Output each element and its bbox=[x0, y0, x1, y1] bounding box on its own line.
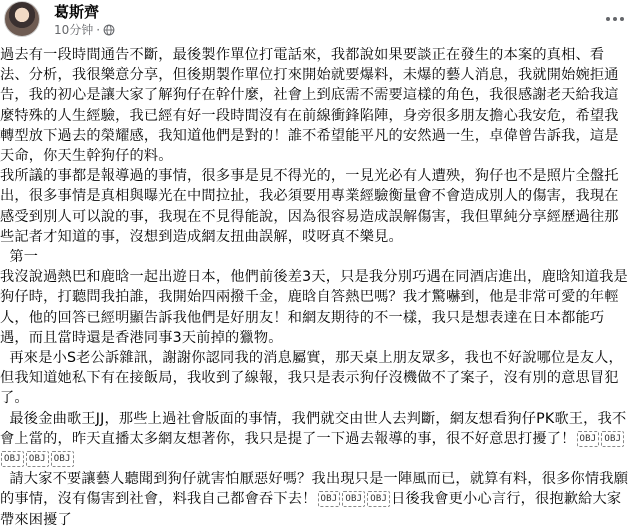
paragraph-4: 我沒說過熱巴和鹿晗一起出遊日本，他們前後差3天，只是我分別巧遇在同酒店進出，鹿晗知道我是狗仔時，打聽問我拍誰，我開始四兩撥千金，鹿晗自答熱巴嗎？我才驚嚇到，他是非常可愛的年輕人，他的回答已經明顯告訴我他們是好朋友！和網友期待的不一樣，我只是想表達在日本都能巧遇，而且當時還是香港同事3天前掉的獵物。 bbox=[0, 269, 628, 346]
post-timestamp[interactable]: 10分钟 bbox=[54, 23, 94, 37]
emoji-placeholder: OBJ bbox=[1, 451, 24, 467]
avatar[interactable] bbox=[4, 1, 40, 37]
post-header bbox=[0, 0, 641, 44]
more-options-icon[interactable] bbox=[599, 8, 631, 30]
emoji-placeholder: OBJ bbox=[51, 451, 74, 467]
emoji-placeholder: OBJ bbox=[577, 431, 600, 447]
author-name[interactable]: 葛斯齊 bbox=[54, 3, 100, 21]
paragraph-7: 請大家不要讓藝人聽聞到狗仔就害怕厭惡好嗎？我出現只是一陣風而已，就算有料，很多你情我願的事情，沒有傷害到社會，料我自己都會吞下去！ OBJ OBJ OBJ 日後我會更小心言行，很抱歉給大家帶來困擾了 bbox=[0, 471, 629, 528]
emoji-placeholder: OBJ bbox=[367, 491, 390, 507]
post-meta bbox=[54, 21, 115, 38]
paragraph-2: 我所議的事都是報導過的事情，很多事是見不得光的，一見光必有人遭殃，狗仔也不是照片全盤托出，很多事情是真相與曝光在中間拉扯，我必須要用專業經驗衡量會不會造成別人的傷害，我現在感受到別人可以說的事，我現在不見得能說，因為很容易造成誤解傷害，我但單純分享經歷過往那些記者才知道的事，沒想到造成網友扭曲誤解，哎呀真不樂見。 bbox=[0, 168, 619, 245]
emoji-placeholder: OBJ bbox=[318, 491, 341, 507]
paragraph-6: 最後金曲歌王JJ，那些上過社會版面的事情，我們就交由世人去判斷，網友想看狗仔PK歌王，我不會上當的，昨天直播太多網友想著你，我只是提了一下過去報導的事，很不好意思打擾了！ OBJ OBJOBJ OBJ OBJ bbox=[0, 409, 632, 470]
post-body bbox=[0, 45, 632, 530]
emoji-placeholder: OBJ bbox=[342, 491, 365, 507]
paragraph-3: 第一 bbox=[0, 249, 39, 266]
paragraph-1: 過去有一段時間通告不斷，最後製作單位打電話來，我都說如果要談正在發生的本案的真相、看法、分析，我很樂意分享，但後期製作單位打來開始就要爆料，未爆的藝人消息，我就開始婉拒通告，我的初心是讓大家了解狗仔在幹什麼，社會上到底需不需要這樣的角色，我很感謝老天給我這麼特殊的人生經驗，我已經有好一段時間沒有在前線衝鋒陷陣，身旁很多朋友擔心我安危，希望我轉型放下過去的榮耀感，我知道他們是對的！誰不希望能平凡的安然過一生，卓偉曾告訴我，這是天命，你天生幹狗仔的料。 bbox=[0, 47, 619, 165]
paragraph-5: 再來是小S老公訴雜訊，謝謝你認同我的消息屬實，那天桌上朋友眾多，我也不好說哪位是友人，但我知道她私下有在接飯局，我收到了線報，我只是表示狗仔沒機做不了案子，沒有別的意思冒犯了。 bbox=[0, 350, 623, 407]
emoji-placeholder: OBJ bbox=[26, 451, 49, 467]
globe-icon bbox=[103, 24, 115, 36]
emoji-placeholder: OBJ bbox=[601, 431, 624, 447]
dot-separator: · bbox=[96, 22, 101, 37]
